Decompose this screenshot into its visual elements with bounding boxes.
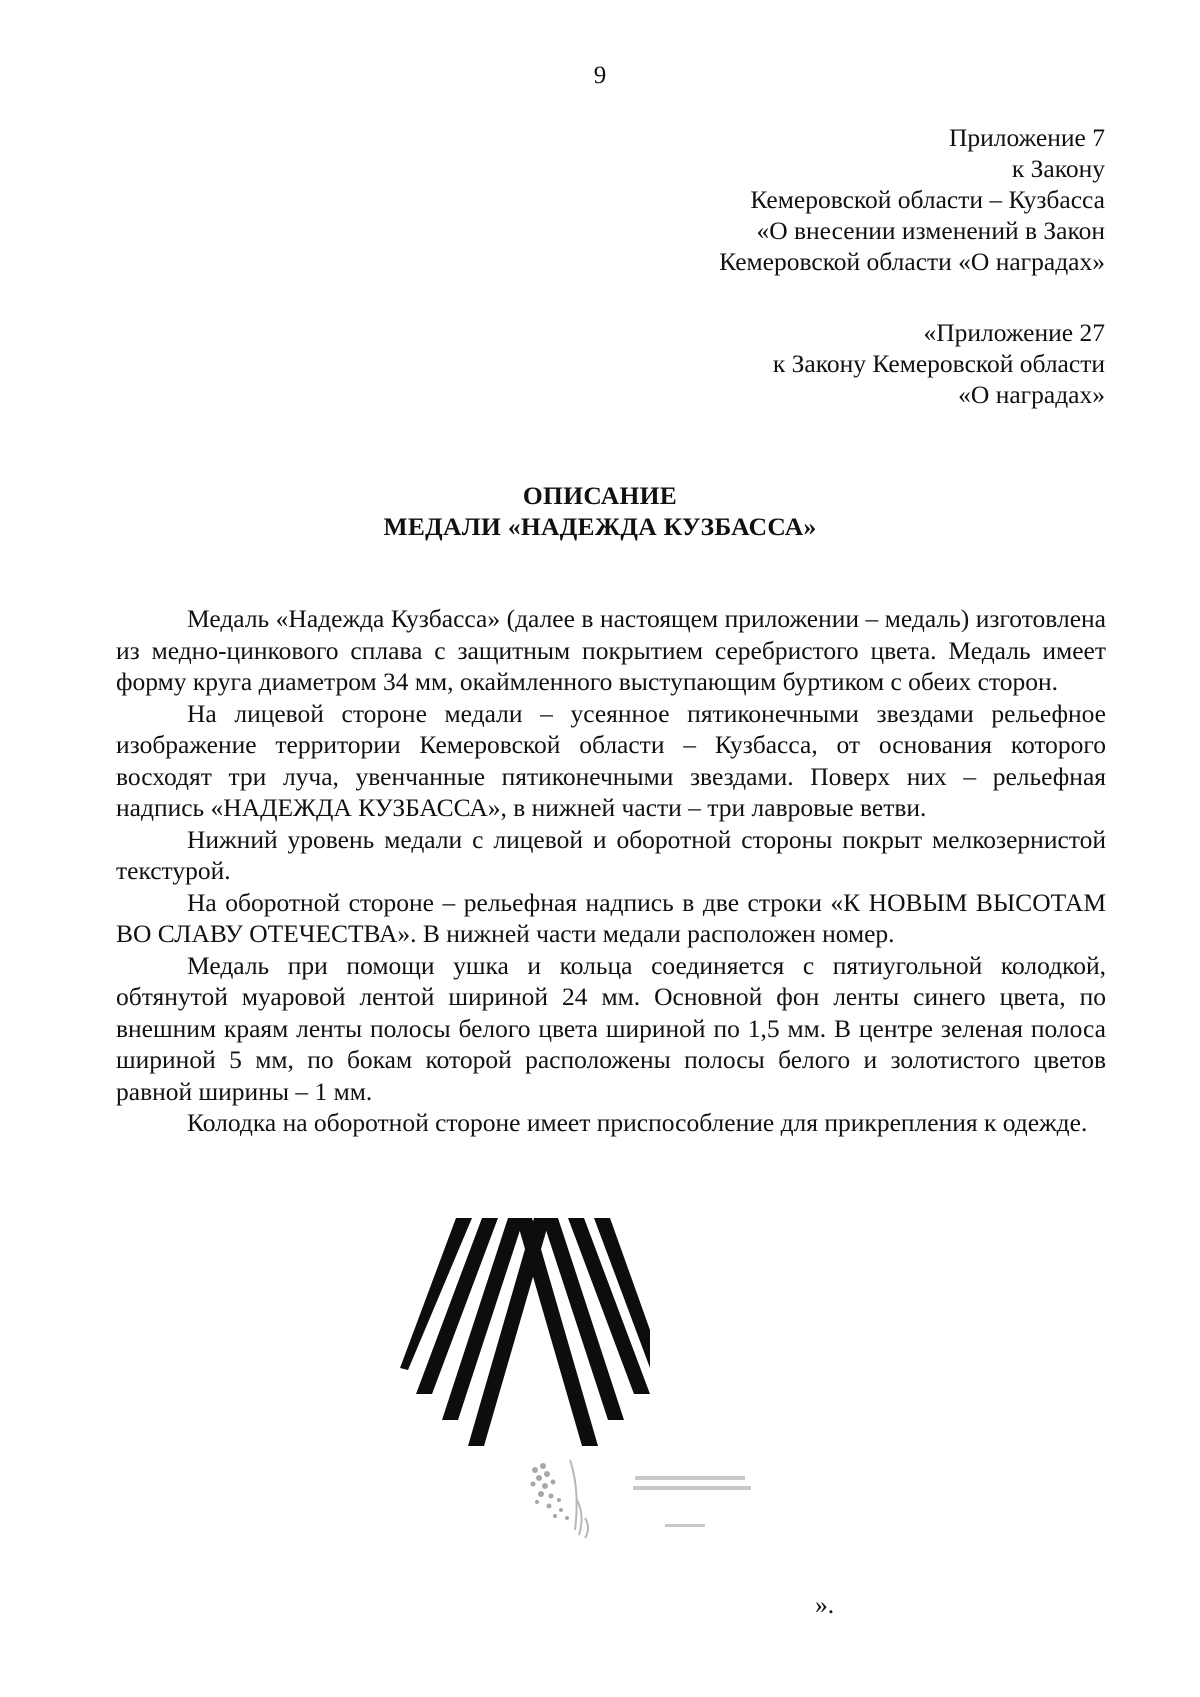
appendix-header-line: Кемеровской области – Кузбасса [750, 185, 1105, 214]
paragraph: Колодка на оборотной стороне имеет приспособление для прикрепления к одежде. [187, 1108, 1088, 1137]
title-line: ОПИСАНИЕ [522, 481, 678, 510]
paragraph: На оборотной стороне – рельефная надпись в две строки «К НОВЫМ ВЫСОТАМ ВО СЛАВУ ОТЕЧЕСТВА». В нижней части медали расположен номер. [116, 887, 1106, 948]
appendix-original-reference [773, 317, 1105, 410]
appendix-header-line: «О внесении изменений в Закон [756, 216, 1105, 245]
paragraph: Нижний уровень медали с лицевой и оборотной стороны покрыт мелкозернистой текстурой. [116, 824, 1106, 885]
paragraph: Медаль при помощи ушка и кольца соединяется с пятиугольной колодкой, обтянутой муаровой лентой шириной 24 мм. Основной фон ленты синего цвета, по внешним краям ленты полосы белого цвета шириной по 1,5 мм. В центре зеленая полоса шириной 5 мм, по бокам которой расположены полосы белого и золотистого цветов равной ширины – 1 мм. [116, 950, 1106, 1106]
appendix-header-line: Кемеровской области «О наградах» [719, 247, 1105, 276]
document-title [0, 480, 1200, 542]
title-line: МЕДАЛИ «НАДЕЖДА КУЗБАССА» [383, 512, 817, 541]
appendix-header [719, 122, 1105, 277]
appendix-original-line: «О наградах» [958, 380, 1105, 409]
appendix-original-line: «Приложение 27 [923, 318, 1105, 347]
stamp-remnant-image [515, 1440, 805, 1560]
appendix-header-line: к Закону [1011, 154, 1105, 183]
closing-quote-mark: ». [815, 1590, 835, 1619]
page-number: 9 [593, 62, 607, 89]
appendix-original-line: к Закону Кемеровской области [772, 349, 1105, 378]
paragraph: На лицевой стороне медали – усеянное пятиконечными звездами рельефное изображение территории Кемеровской области – Кузбасса, от основания которого восходят три луча, увенчанные пятиконечными звездами. Поверх них – рельефная надпись «НАДЕЖДА КУЗБАССА», в нижней части – три лавровые ветви. [116, 698, 1106, 822]
paragraph: Медаль «Надежда Кузбасса» (далее в настоящем приложении – медаль) изготовлена из медно-цинкового сплава с защитным покрытием серебристого цвета. Медаль имеет форму круга диаметром 34 мм, окаймленного выступающим буртиком с обеих сторон. [116, 604, 1106, 696]
description-body [116, 603, 1106, 1139]
appendix-header-line: Приложение 7 [949, 123, 1105, 152]
medal-ribbon-illustration [400, 1218, 650, 1448]
